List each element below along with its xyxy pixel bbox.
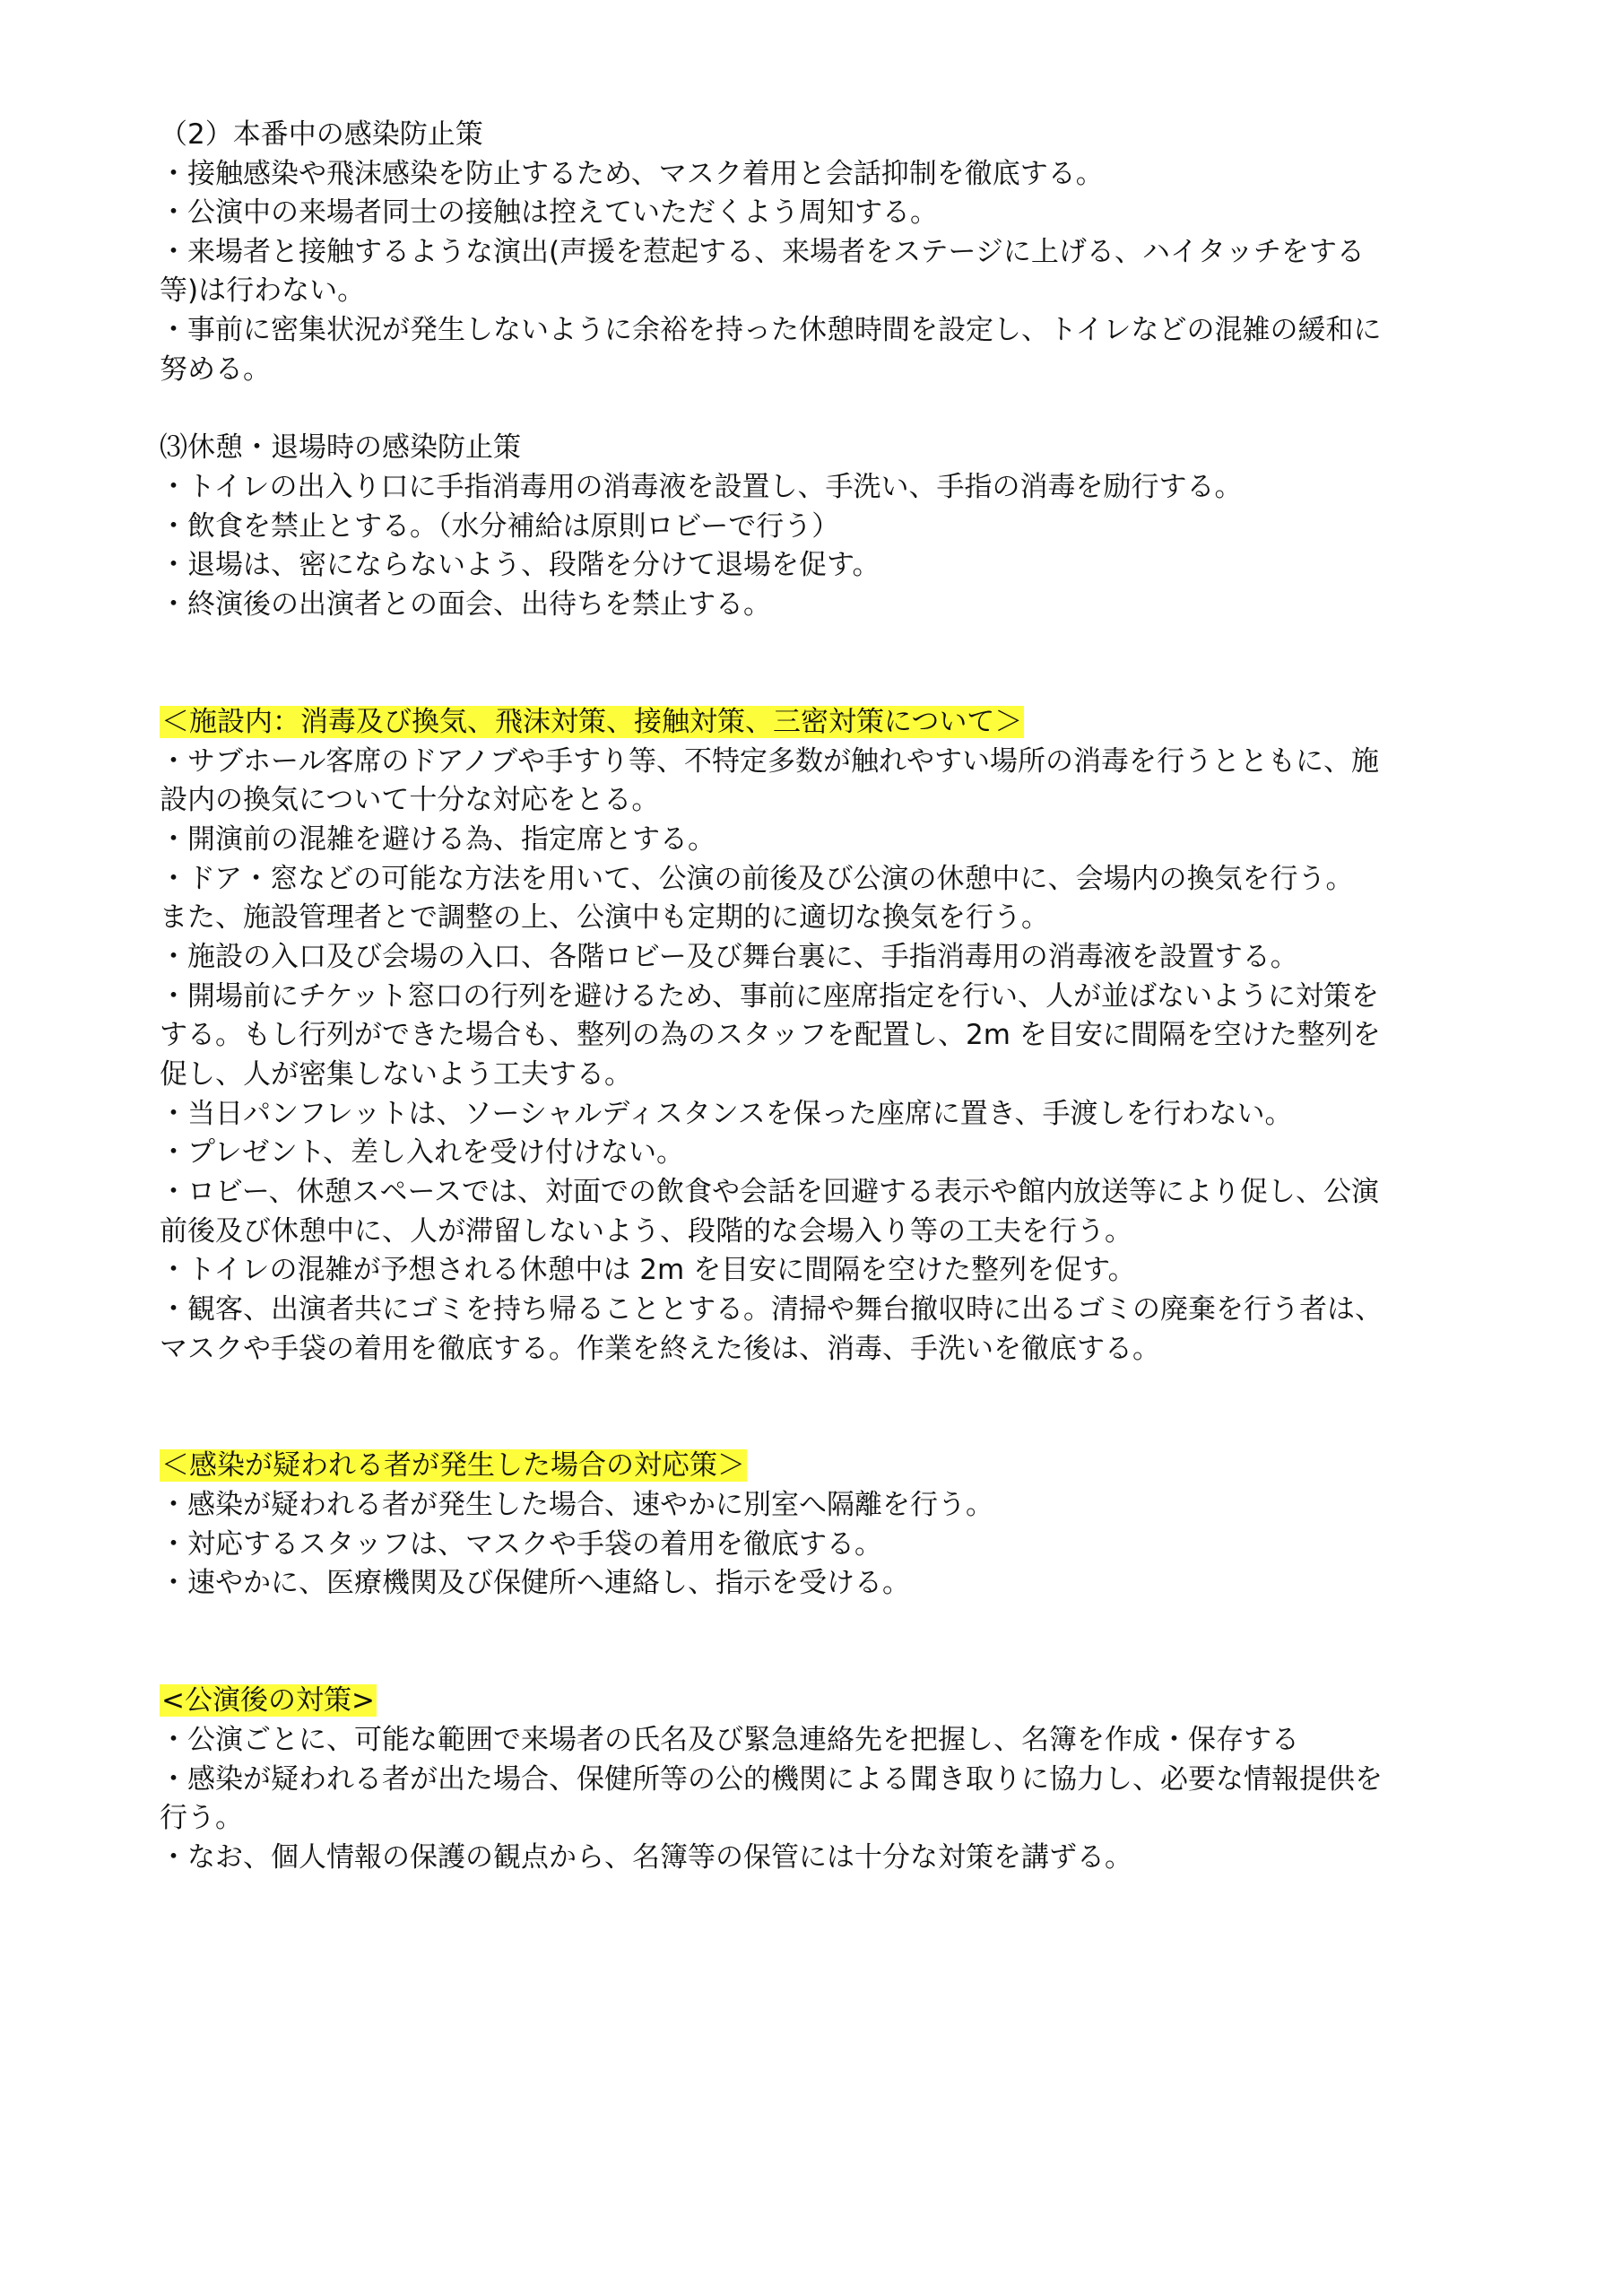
bullet-line: ・ドア・窓などの可能な方法を用いて、公演の前後及び公演の休憩中に、会場内の換気を行う。 [160, 863, 1354, 895]
suspected-heading-line [160, 1446, 1487, 1485]
section-heading: （2）本番中の感染防止策 [160, 118, 483, 151]
bullet-line: ・公演ごとに、可能な範囲で来場者の氏名及び緊急連絡先を把握し、名簿を作成・保存する [160, 1724, 1299, 1756]
bullet-line: ・開演前の混雑を避ける為、指定席とする。 [160, 823, 716, 856]
continuation-line: 促し、人が密集しないよう工夫する。 [160, 1058, 632, 1091]
after-heading-line [160, 1681, 1487, 1720]
bullet-line: ・感染が疑われる者が発生した場合、速やかに別室へ隔離を行う。 [160, 1489, 993, 1521]
highlighted-heading: <公演後の対策> [161, 1684, 375, 1717]
bullet-line: ・速やかに、医療機関及び保健所へ連絡し、指示を受ける。 [160, 1567, 910, 1599]
bullet-line: ・飲食を禁止とする。（水分補給は原則ロビーで行う） [160, 510, 840, 543]
bullet-line: ・ロビー、休憩スペースでは、対面での飲食や会話を回避する表示や館内放送等により促し、公演 [160, 1176, 1379, 1208]
continuation-line: マスクや手袋の着用を徹底する。作業を終えた後は、消毒、手洗いを徹底する。 [160, 1333, 1160, 1365]
bullet-line: ・事前に密集状況が発生しないように余裕を持った休憩時間を設定し、トイレなどの混雑の緩和に [160, 314, 1382, 346]
bullet-line: ・開場前にチケット窓口の行列を避けるため、事前に座席指定を行い、人が並ばないように対策を [160, 980, 1379, 1013]
bullet-line: ・施設の入口及び会場の入口、各階ロビー及び舞台裏に、手指消毒用の消毒液を設置する。 [160, 941, 1298, 973]
bullet-line: ・観客、出演者共にゴミを持ち帰ることとする。清掃や舞台撤収時に出るゴミの廃棄を行う者は、 [160, 1293, 1383, 1326]
section-heading: ⑶休憩・退場時の感染防止策 [160, 431, 521, 464]
continuation-line: 前後及び休憩中に、人が滞留しないよう、段階的な会場入り等の工夫を行う。 [160, 1215, 1132, 1248]
bullet-line: ・感染が疑われる者が出た場合、保健所等の公的機関による聞き取りに協力し、必要な情報提供を [160, 1763, 1383, 1796]
highlighted-heading: ＜施設内：消毒及び換気、飛沫対策、接触対策、三密対策について＞ [161, 706, 1023, 738]
facility-heading-line [160, 702, 1487, 742]
bullet-line: ・公演中の来場者同士の接触は控えていただくよう周知する。 [160, 196, 938, 229]
continuation-line: また、施設管理者とで調整の上、公演中も定期的に適切な換気を行う。 [160, 901, 1049, 934]
highlighted-heading: ＜感染が疑われる者が発生した場合の対応策＞ [161, 1449, 745, 1482]
bullet-line: ・トイレの混雑が予想される休憩中は 2m を目安に間隔を空けた整列を促す。 [160, 1254, 1136, 1286]
bullet-line: ・接触感染や飛沫感染を防止するため、マスク着用と会話抑制を徹底する。 [160, 158, 1104, 190]
bullet-line: ・来場者と接触するような演出(声援を惹起する、来場者をステージに上げる、ハイタッチをする [160, 236, 1365, 268]
bullet-line: ・サブホール客席のドアノブや手すり等、不特定多数が触れやすい場所の消毒を行うとともに、施 [160, 745, 1379, 778]
bullet-line: ・トイレの出入り口に手指消毒用の消毒液を設置し、手洗い、手指の消毒を励行する。 [160, 471, 1243, 503]
continuation-line: 設内の換気について十分な対応をとる。 [160, 784, 660, 816]
bullet-line: ・プレゼント、差し入れを受け付けない。 [160, 1136, 684, 1169]
continuation-line: 行う。 [160, 1802, 243, 1834]
bullet-line: ・終演後の出演者との面会、出待ちを禁止する。 [160, 588, 771, 621]
continuation-line: 等)は行わない。 [160, 274, 366, 307]
continuation-line: 努める。 [160, 353, 271, 386]
bullet-line: ・対応するスタッフは、マスクや手袋の着用を徹底する。 [160, 1528, 882, 1561]
bullet-line: ・当日パンフレットは、ソーシャルディスタンスを保った座席に置き、手渡しを行わない。 [160, 1098, 1293, 1130]
bullet-line: ・退場は、密にならないよう、段階を分けて退場を促す。 [160, 549, 880, 581]
continuation-line: する。もし行列ができた場合も、整列の為のスタッフを配置し、2m を目安に間隔を空けた整列を [160, 1019, 1381, 1051]
bullet-line: ・なお、個人情報の保護の観点から、名簿等の保管には十分な対策を講ずる。 [160, 1841, 1132, 1874]
